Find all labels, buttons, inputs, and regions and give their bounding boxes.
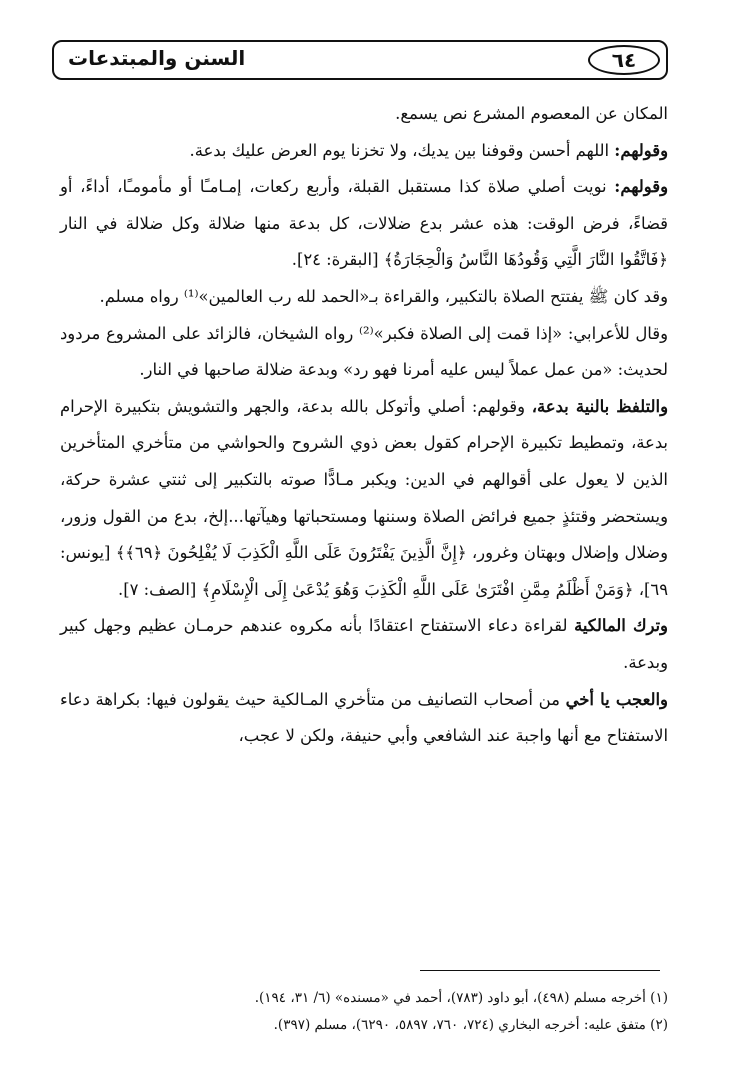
paragraph-8-lead: والعجب يا أخي: [565, 689, 668, 709]
paragraph-1: [60, 96, 668, 133]
paragraph-3: [60, 169, 668, 279]
body-text: [60, 96, 668, 755]
paragraph-7: [60, 608, 668, 681]
paragraph-8: [60, 682, 668, 755]
paragraph-1-text: المكان عن المعصوم المشرع نص يسمع.: [395, 104, 668, 123]
footnote-divider: [420, 970, 660, 971]
paragraph-4-text: وقد كان ﷺ يفتتح الصلاة بالتكبير، والقراءة بـ«الحمد لله رب العالمين»⁽¹⁾ رواه مسلم.: [99, 286, 668, 306]
paragraph-7-lead: وترك المالكية: [574, 616, 668, 636]
paragraph-2-text: اللهم أحسن وقوفنا بين يديك، ولا تخزنا يوم العرض عليك بدعة.: [189, 140, 615, 160]
paragraph-6-lead: والتلفظ بالنية بدعة،: [531, 396, 668, 416]
paragraph-2-lead: وقولهم:: [614, 140, 668, 160]
footnote-2: (٢) متفق عليه: أخرجه البخاري (٧٢٤، ٧٦٠، ٥٨٩٧، ٦٢٩٠)، مسلم (٣٩٧).: [273, 1017, 668, 1033]
running-title: السنن والمبتدعات: [68, 46, 246, 70]
footnotes: [60, 985, 668, 1039]
paragraph-2: [60, 133, 668, 170]
paragraph-6-text: وقولهم: أصلي وأتوكل بالله بدعة، والجهر والتشويش بتكبيرة الإحرام بدعة، وتمطيط تكبيرة الإحرام كقول بعض ذوي الشروح والحواشي من متأخري المتأخرين الذين لا يعول على أقوالهم في الدين: ويكبر مـادًّا صوته بالتكبير إلى ثنتي عشرة حركة، ويستحضر وقتئذٍ جميع فرائض الصلاة وسننها ومستحباتها وهيآتها...إلخ، بدع من القول وزور، وضلال وإضلال وبهتان وغرور، ﴿إِنَّ الَّذِينَ يَفْتَرُونَ عَلَى اللَّهِ الْكَذِبَ لَا يُفْلِحُونَ ﴿٦٩﴾﴾ [يونس: ٦٩]، ﴿وَمَنْ أَظْلَمُ مِمَّنِ افْتَرَىٰ عَلَى اللَّهِ الْكَذِبَ وَهُوَ يُدْعَىٰ إِلَى الْإِسْلَامِ﴾ [الصف: ٧].: [60, 396, 668, 599]
paragraph-8-text: من أصحاب التصانيف من متأخري المـالكية حيث يقولون فيها: بكراهة دعاء الاستفتاح مع أنها واجبة عند الشافعي وأبي حنيفة، ولكن لا عجب،: [60, 689, 668, 746]
paragraph-5-text: وقال للأعرابي: «إذا قمت إلى الصلاة فكبر»⁽²⁾ رواه الشيخان، فالزائد على المشروع مردود لحديث: «من عمل عملاً ليس عليه أمرنا فهو رد» وبدعة ضلالة صاحبها في النار.: [60, 323, 669, 380]
page-number: ٦٤: [588, 45, 660, 75]
paragraph-7-text: لقراءة دعاء الاستفتاح اعتقادًا بأنه مكروه عندهم حرمـان عظيم وجهل كبير وبدعة.: [60, 616, 668, 672]
paragraph-6: [60, 389, 668, 609]
paragraph-3-lead: وقولهم:: [614, 177, 668, 197]
page-header: [52, 40, 668, 80]
paragraph-5: [60, 316, 668, 389]
footnote-1: (١) أخرجه مسلم (٤٩٨)، أبو داود (٧٨٣)، أحمد في «مسنده» (٦/ ٣١، ١٩٤).: [254, 990, 668, 1006]
paragraph-4: [60, 279, 668, 316]
paragraph-3-text: نويت أصلي صلاة كذا مستقبل القبلة، وأربع ركعات، إمـامـًا أو مأمومـًا، أداءً، أو قضاءً، فرض الوقت: هذه عشر بدع ضلالات، كل بدعة منها ضلالة وكل ضلالة في النار ﴿فَاتَّقُوا النَّارَ الَّتِي وَقُودُهَا النَّاسُ وَالْحِجَارَةُ﴾ [البقرة: ٢٤].: [60, 177, 668, 270]
